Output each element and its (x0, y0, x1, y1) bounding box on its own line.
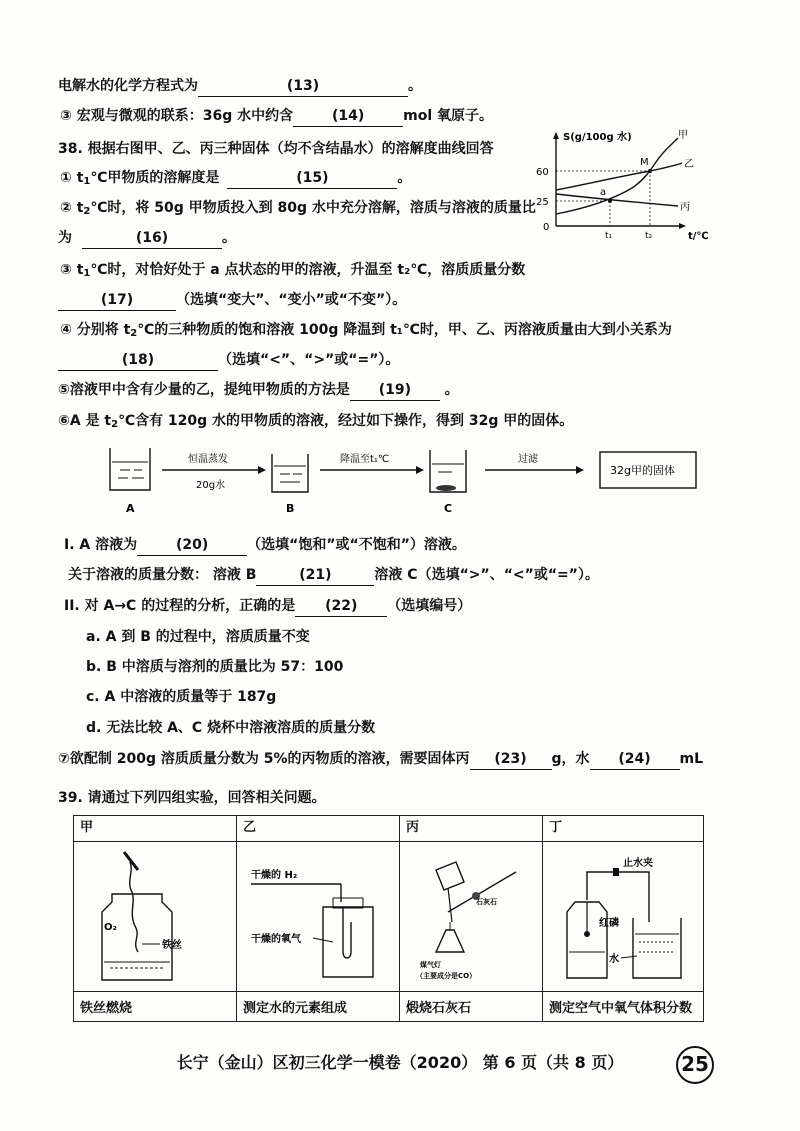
beaker-A (110, 448, 150, 490)
option-c: c. A 中溶液的质量等于 187g (86, 689, 277, 705)
iron-burning-apparatus (80, 842, 220, 987)
svg-text:甲: 甲 (678, 130, 688, 141)
exp-image-bing (400, 842, 543, 992)
answer-blank-19[interactable]: (19) (350, 380, 440, 401)
exp-caption-jia: 铁丝燃烧 (74, 992, 237, 1022)
exp-image-yi (237, 842, 400, 992)
svg-text:红磷: 红磷 (599, 918, 619, 929)
svg-text:干燥的氧气: 干燥的氧气 (251, 934, 301, 945)
svg-text:B: B (286, 502, 295, 515)
svg-text:乙: 乙 (684, 159, 694, 170)
solubility-chart (532, 126, 712, 244)
exp-image-ding (543, 842, 704, 992)
svg-text:0: 0 (543, 222, 550, 233)
exp-caption-ding: 测定空气中氧气体积分数 (543, 992, 704, 1022)
q38-item4: ④ 分别将 $t_2℃$的三种物质的饱和溶液 100g 降温到 t₁℃时，甲、乙、丙溶液质量由大到小关系为 (60, 322, 672, 339)
q38-item1: ① $t_1℃$甲物质的溶解度是 (15) 。 (60, 170, 412, 187)
svg-text:止水夹: 止水夹 (623, 858, 653, 869)
q38-stem: 38. 根据右图甲、乙、丙三种固体（均不含结晶水）的溶解度曲线回答 (58, 141, 494, 157)
exp-caption-yi: 测定水的元素组成 (237, 992, 400, 1022)
svg-text:t/℃: t/℃ (688, 231, 709, 242)
q38-item5: ⑤溶液甲中含有少量的乙，提纯甲物质的方法是 (19) 。 (58, 380, 459, 401)
svg-text:M: M (640, 157, 649, 168)
oxygen-volume-apparatus (549, 842, 694, 987)
limestone-apparatus (406, 842, 531, 987)
svg-text:t₂: t₂ (645, 231, 653, 241)
q38-item7: ⑦欲配制 200g 溶质质量分数为 5%的丙物质的溶液，需要固体丙 (23) g，水 (24) mL (58, 749, 703, 770)
curve-jia (556, 138, 678, 214)
q38-item6: ⑥A 是 $t_2℃$含有 120g 水的甲物质的溶液，经过如下操作，得到 32g 甲的固体。 (58, 413, 574, 430)
answer-blank-18[interactable]: (18) (58, 350, 218, 371)
page-number-badge: 25 (676, 1046, 714, 1084)
q38-item4-cont: (18) （选填“<”、“>”或“=”）。 (58, 350, 399, 371)
option-a: a. A 到 B 的过程中，溶质质量不变 (86, 629, 310, 645)
exp-header-bing: 丙 (400, 816, 543, 842)
q38-item3-cont: (17) （选填“变大”、“变小”或“不变”）。 (58, 290, 406, 311)
q38-part1-b: 关于溶液的质量分数： 溶液 B (21) 溶液 C（选填“>”、“<”或“=”）。 (68, 565, 599, 586)
beaker-B (272, 454, 308, 492)
experiment-table (73, 815, 704, 1022)
svg-text:A: A (126, 502, 135, 515)
svg-text:S(g/100g 水): S(g/100g 水) (563, 132, 632, 143)
page-footer: 长宁（金山）区初三化学一模卷（2020） 第 6 页（共 8 页） (176, 1053, 624, 1072)
q38-item2: ② $t_2℃$时，将 50g 甲物质投入到 80g 水中充分溶解，溶质与溶液的质量比 (60, 200, 536, 217)
svg-text:水: 水 (609, 954, 619, 965)
svg-text:32g甲的固体: 32g甲的固体 (610, 464, 675, 477)
svg-text:t₁: t₁ (605, 231, 613, 241)
answer-blank-15[interactable]: (15) (227, 168, 397, 189)
q37-equation-line: 电解水的化学方程式为 (13) 。 (58, 76, 422, 97)
svg-text:铁丝: 铁丝 (162, 940, 182, 951)
exp-caption-bing: 煅烧石灰石 (400, 992, 543, 1022)
answer-blank-23[interactable]: (23) (470, 749, 552, 770)
svg-text:煤气灯: 煤气灯 (420, 961, 441, 969)
hydrogen-apparatus (243, 842, 383, 987)
option-b: b. B 中溶质与溶剂的质量比为 57：100 (86, 659, 344, 675)
svg-text:干燥的 H₂: 干燥的 H₂ (251, 870, 298, 881)
svg-text:恒温蒸发: 恒温蒸发 (188, 454, 228, 465)
svg-text:60: 60 (536, 167, 549, 178)
svg-text:过滤: 过滤 (518, 454, 538, 465)
svg-text:C: C (444, 502, 453, 515)
answer-blank-24[interactable]: (24) (590, 749, 680, 770)
answer-blank-22[interactable]: (22) (295, 596, 387, 617)
svg-text:降温至t₁℃: 降温至t₁℃ (340, 454, 390, 465)
answer-blank-13[interactable]: (13) (198, 76, 408, 97)
exp-image-jia (74, 842, 237, 992)
answer-blank-21[interactable]: (21) (256, 565, 374, 586)
exp-header-yi: 乙 (237, 816, 400, 842)
svg-text:（主要成分是CO）: （主要成分是CO） (416, 972, 477, 980)
answer-blank-14[interactable]: (14) (293, 106, 403, 127)
answer-blank-17[interactable]: (17) (58, 290, 176, 311)
q38-item3: ③ $t_1℃$时，对恰好处于 a 点状态的甲的溶液，升温至 t₂℃，溶质质量分数 (60, 262, 526, 279)
svg-text:O₂: O₂ (104, 922, 117, 933)
svg-text:a: a (600, 187, 607, 198)
q38-part1: I. A 溶液为 (20) （选填“饱和”或“不饱和”）溶液。 (64, 535, 466, 556)
exp-header-ding: 丁 (543, 816, 704, 842)
answer-blank-16[interactable]: (16) (82, 228, 222, 249)
svg-text:石灰石: 石灰石 (476, 898, 497, 906)
q39-stem: 39. 请通过下列四组实验，回答相关问题。 (58, 790, 326, 806)
svg-text:丙: 丙 (680, 202, 690, 213)
option-d: d. 无法比较 A、C 烧杯中溶液溶质的质量分数 (86, 720, 376, 736)
svg-text:25: 25 (536, 197, 549, 208)
curve-yi (556, 163, 682, 190)
process-flow-diagram (100, 440, 700, 520)
q37-item3-line: ③ 宏观与微观的联系：36g 水中约含 (14) mol 氧原子。 (60, 106, 493, 127)
beaker-C (430, 450, 466, 492)
exp-header-jia: 甲 (74, 816, 237, 842)
q38-item2-cont: 为 (16) 。 (58, 228, 236, 249)
q38-part2: II. 对 A→C 的过程的分析，正确的是 (22) （选填编号） (64, 596, 471, 617)
answer-blank-20[interactable]: (20) (137, 535, 247, 556)
svg-text:20g水: 20g水 (196, 480, 226, 491)
